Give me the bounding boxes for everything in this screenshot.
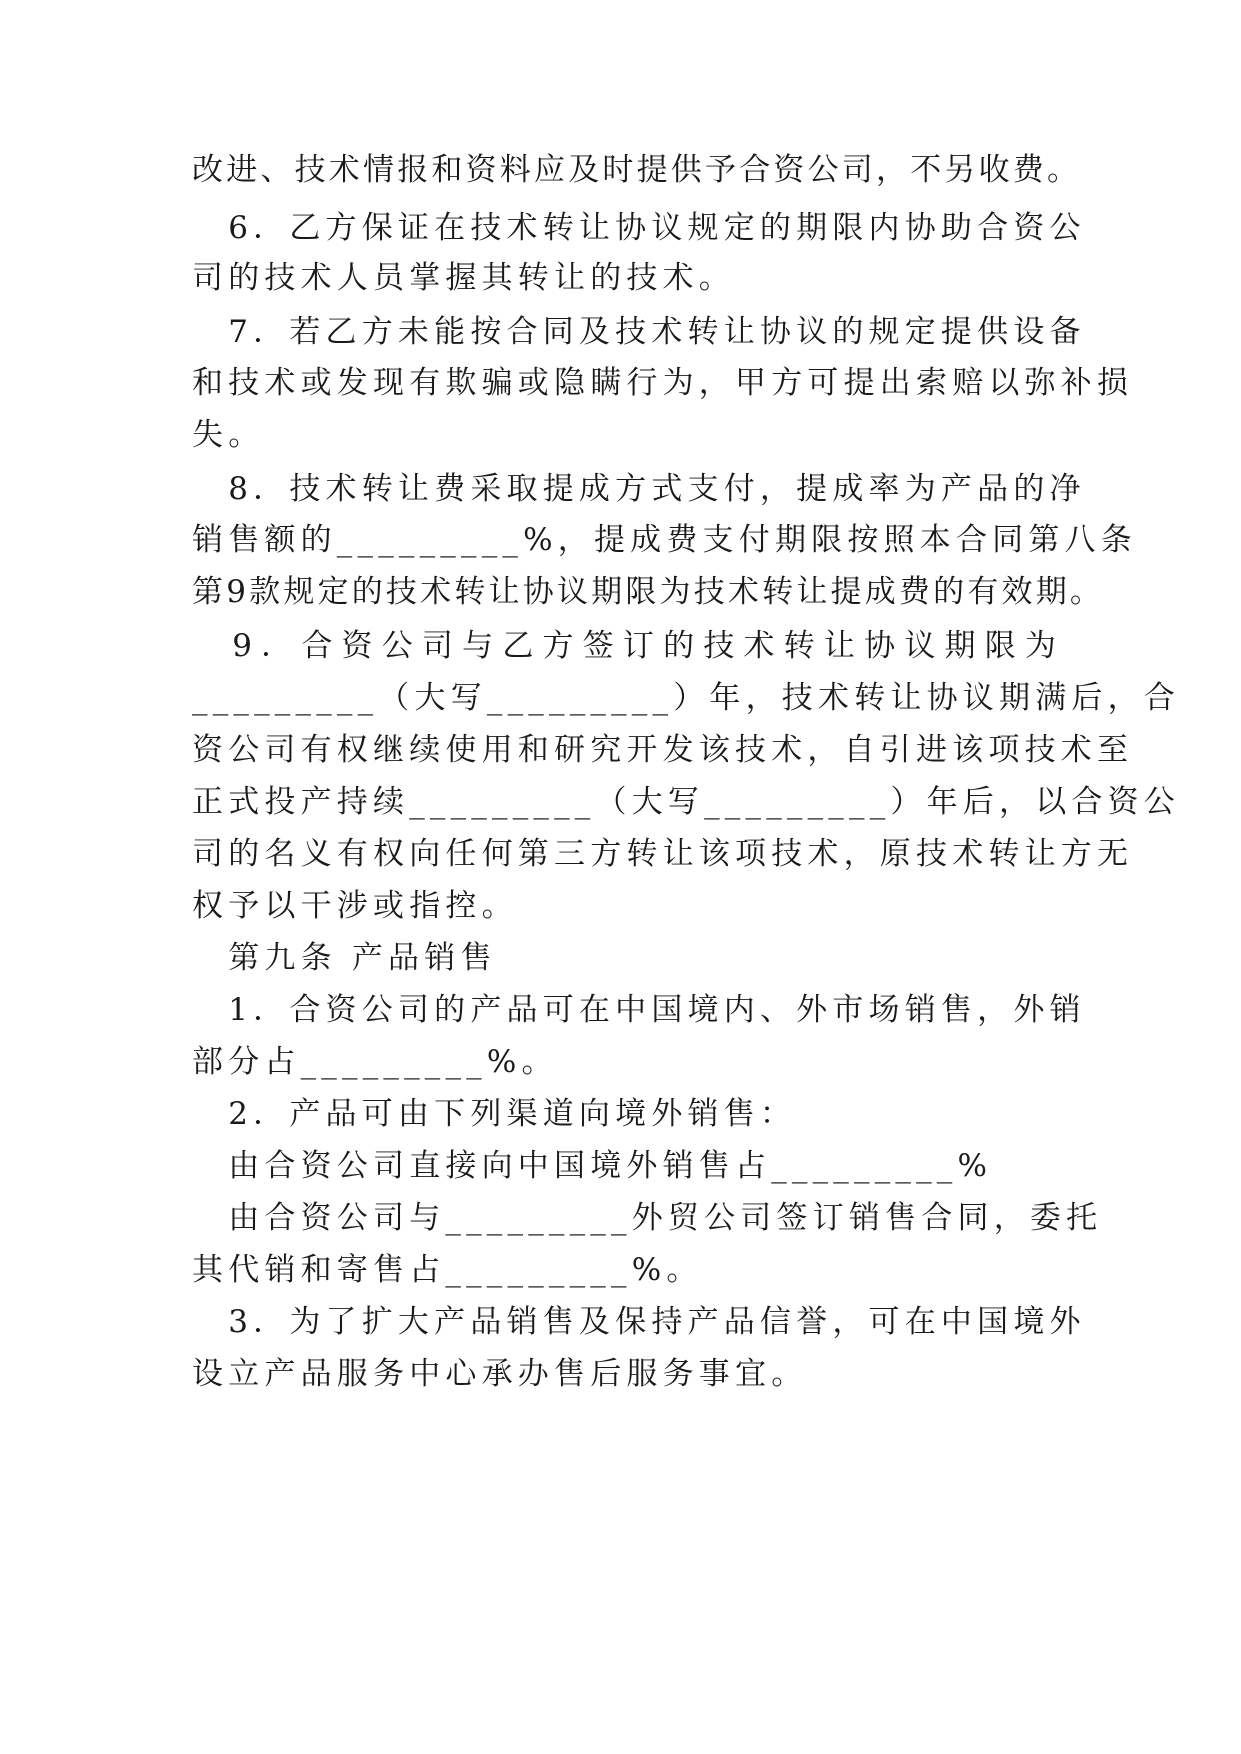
paragraph-line: 改进、技术情报和资料应及时提供予合资公司，不另收费。 — [192, 152, 1082, 188]
paragraph-line: 部分占_________%。 — [192, 1044, 558, 1080]
paragraph-line: 权予以干涉或指控。 — [192, 888, 518, 924]
paragraph-line: 由合资公司直接向中国境外销售占_________% — [192, 1148, 993, 1184]
paragraph-line: 第9款规定的技术转让协议期限为技术转让提成费的有效期。 — [192, 574, 1105, 610]
paragraph-line: _________（大写_________）年，技术转让协议期满后，合 — [192, 680, 1180, 716]
paragraph-line: 由合资公司与_________外贸公司签订销售合同，委托 — [192, 1200, 1103, 1236]
paragraph-line: 1．合资公司的产品可在中国境内、外市场销售，外销 — [192, 992, 1086, 1028]
paragraph-line: 9．合资公司与乙方签订的技术转让协议期限为 — [192, 628, 1066, 664]
paragraph-line: 8．技术转让费采取提成方式支付，提成率为产品的净 — [192, 471, 1086, 507]
paragraph-line: 6．乙方保证在技术转让协议规定的期限内协助合资公 — [192, 210, 1086, 246]
paragraph-line: 正式投产持续_________（大写_________）年后，以合资公 — [192, 784, 1180, 820]
paragraph-line: 3．为了扩大产品销售及保持产品信誉，可在中国境外 — [192, 1304, 1086, 1340]
paragraph-line: 和技术或发现有欺骗或隐瞒行为，甲方可提出索赔以弥补损 — [192, 365, 1134, 401]
paragraph-line: 7．若乙方未能按合同及技术转让协议的规定提供设备 — [192, 314, 1086, 350]
paragraph-line: 司的技术人员掌握其转让的技术。 — [192, 260, 735, 296]
paragraph-line: 设立产品服务中心承办售后服务事宜。 — [192, 1356, 808, 1392]
article-heading: 第九条 产品销售 — [192, 940, 497, 976]
paragraph-line: 其代销和寄售占_________%。 — [192, 1252, 703, 1288]
paragraph-line: 2．产品可由下列渠道向境外销售： — [192, 1096, 797, 1132]
paragraph-line: 失。 — [192, 417, 265, 453]
paragraph-line: 司的名义有权向任何第三方转让该项技术，原技术转让方无 — [192, 836, 1134, 872]
paragraph-line: 资公司有权继续使用和研究开发该技术，自引进该项技术至 — [192, 732, 1134, 768]
paragraph-line: 销售额的_________%，提成费支付期限按照本合同第八条 — [192, 522, 1137, 558]
